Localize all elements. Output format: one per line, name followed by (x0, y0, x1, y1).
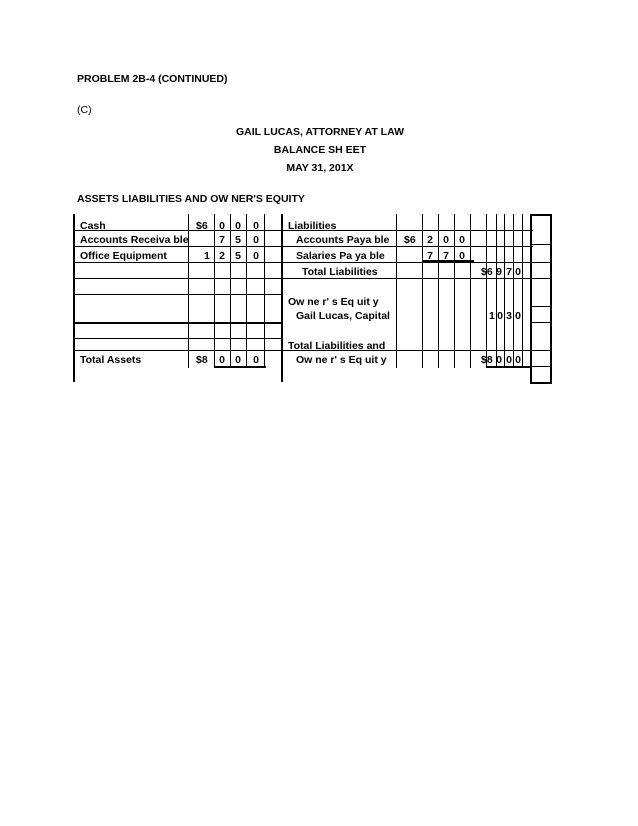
liability-digit: 7 (443, 250, 449, 262)
asset-label: Office Equipment (80, 250, 167, 262)
liability-digit: 0 (459, 234, 465, 246)
liabilities-heading: Liabilities (288, 220, 337, 232)
total-liabilities-digit: 9 (496, 266, 502, 278)
asset-digit: 5 (235, 250, 241, 262)
asset-digit: 7 (219, 234, 225, 246)
equity-heading: Ow ne r' s Eq uit y (288, 296, 379, 308)
grand-total-dollar: $8 (481, 354, 493, 366)
company-name: GAIL LUCAS, ATTORNEY AT LAW (236, 126, 404, 138)
asset-digit: 0 (235, 220, 241, 232)
asset-dollar: 1 (204, 250, 210, 262)
capital-dollar: 1 (489, 310, 495, 322)
capital-digit: 0 (515, 310, 521, 322)
total-liabilities-dollar: $6 (481, 266, 493, 278)
asset-digit: 0 (253, 250, 259, 262)
liability-digit: 0 (443, 234, 449, 246)
total-assets-label: Total Assets (80, 354, 142, 366)
total-liabilities-label: Total Liabilities (302, 266, 378, 278)
liability-digit: 0 (459, 250, 465, 262)
capital-digit: 3 (506, 310, 512, 322)
grand-total-digit: 0 (515, 354, 521, 366)
asset-dollar: $6 (196, 220, 208, 232)
grand-total-label-line2: Ow ne r' s Eq uit y (296, 354, 387, 366)
liability-label: Salaries Pa ya ble (296, 250, 385, 262)
total-assets-digit: 0 (235, 354, 241, 366)
statement-title: BALANCE SH EET (273, 144, 367, 156)
total-liabilities-digit: 7 (506, 266, 512, 278)
total-assets-digit: 0 (253, 354, 259, 366)
liability-label: Accounts Paya ble (296, 234, 390, 246)
liability-digit: 7 (427, 250, 433, 262)
asset-digit: 5 (235, 234, 241, 246)
grand-total-digit: 0 (506, 354, 512, 366)
asset-digit: 0 (253, 234, 259, 246)
problem-title: PROBLEM 2B-4 (CONTINUED) (77, 73, 228, 85)
asset-digit: 0 (253, 220, 259, 232)
grand-total-digit: 0 (496, 354, 502, 366)
asset-label: Accounts Receiva ble (80, 234, 189, 246)
total-assets-digit: 0 (219, 354, 225, 366)
section-heading: ASSETS LIABILITIES AND OW NER'S EQUITY (77, 193, 305, 205)
asset-label: Cash (80, 220, 106, 232)
statement-date: MAY 31, 201X (286, 162, 354, 174)
total-liabilities-digit: 0 (515, 266, 521, 278)
liability-digit: 2 (427, 234, 433, 246)
grand-total-label-line1: Total Liabilities and (288, 340, 386, 352)
capital-digit: 0 (497, 310, 503, 322)
liability-dollar: $6 (404, 234, 416, 246)
total-assets-dollar: $8 (196, 354, 208, 366)
asset-digit: 0 (219, 220, 225, 232)
capital-label: Gail Lucas, Capital (296, 310, 390, 322)
asset-digit: 2 (219, 250, 225, 262)
part-label: (C) (77, 104, 92, 116)
